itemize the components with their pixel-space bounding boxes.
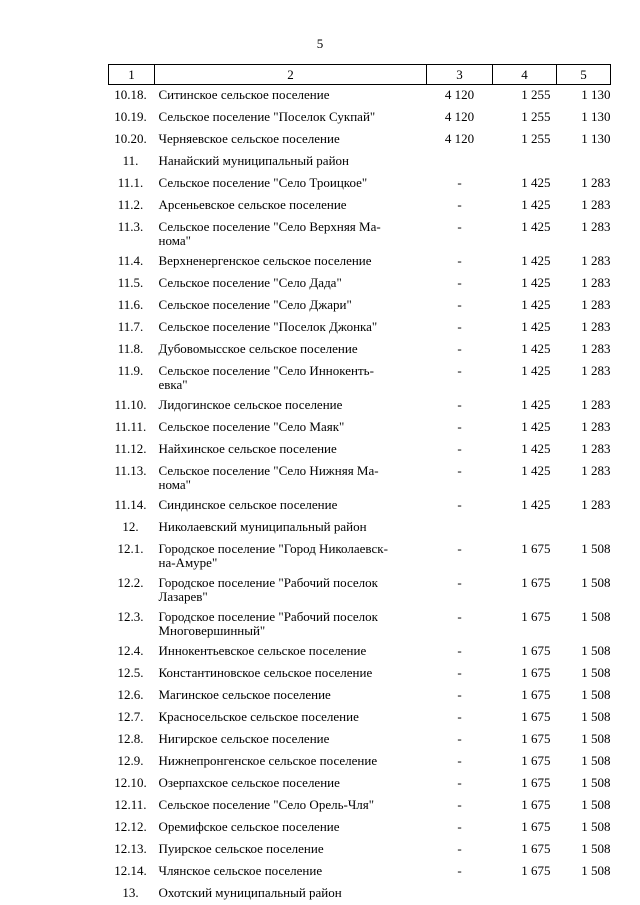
table-row <box>109 663 611 685</box>
column-header-2: 2 <box>155 65 427 85</box>
table-row <box>109 273 611 295</box>
table-row <box>109 129 611 151</box>
column-3-value: - <box>457 175 462 190</box>
settlement-name-line: Арсеньевское сельское поселение <box>158 197 347 212</box>
settlement-name <box>155 317 427 339</box>
settlement-name-line: Верхненергенское сельское поселение <box>158 253 372 268</box>
row-number: 11.6. <box>117 297 144 312</box>
settlement-name-line: Ситинское сельское поселение <box>158 87 330 102</box>
column-4-value: 1 425 <box>521 219 551 234</box>
table-row <box>109 195 611 217</box>
column-3-value: - <box>457 419 462 434</box>
table-row <box>109 573 611 607</box>
settlement-name <box>155 773 427 795</box>
settlement-name-line: Иннокентьевское сельское поселение <box>158 643 367 658</box>
settlement-name-line: Сельское поселение "Село Нижняя Ма- <box>158 463 379 478</box>
column-3-value: - <box>457 319 462 334</box>
row-number: 11.14. <box>114 497 147 512</box>
column-3-value: - <box>457 463 462 478</box>
column-3-value: - <box>457 797 462 812</box>
row-number: 11.12. <box>114 441 147 456</box>
settlement-name-line: Члянское сельское поселение <box>158 863 323 878</box>
column-4-value: 1 675 <box>521 541 551 556</box>
settlement-name-line: Нигирское сельское поселение <box>158 731 330 746</box>
column-4-value: 1 425 <box>521 341 551 356</box>
column-5-value: 1 508 <box>581 709 611 724</box>
settlement-name <box>155 439 427 461</box>
column-4-value: 1 675 <box>521 819 551 834</box>
column-5-value: 1 508 <box>581 643 611 658</box>
header-row <box>109 65 611 85</box>
settlement-name <box>155 417 427 439</box>
row-number: 12.12. <box>114 819 147 834</box>
settlement-name <box>155 861 427 883</box>
settlement-name-line: Охотский муниципальный район <box>158 885 342 900</box>
column-4-value: 1 675 <box>521 775 551 790</box>
column-5-value: 1 283 <box>581 319 611 334</box>
table-row <box>109 361 611 395</box>
column-3-value: - <box>457 753 462 768</box>
settlement-name-line: Дубовомысское сельское поселение <box>158 341 358 356</box>
column-5-value: 1 508 <box>581 863 611 878</box>
column-5-value: 1 283 <box>581 219 611 234</box>
column-4-value: 1 425 <box>521 319 551 334</box>
column-3-value: 4 120 <box>444 131 475 146</box>
settlement-name <box>155 663 427 685</box>
column-4-value: 1 675 <box>521 797 551 812</box>
column-5-value: 1 283 <box>581 419 611 434</box>
table-row <box>109 85 611 108</box>
table-row <box>109 439 611 461</box>
column-3-value: - <box>457 709 462 724</box>
column-3-value: - <box>457 275 462 290</box>
settlement-name-line: Нанайский муниципальный район <box>158 153 349 168</box>
settlement-name-line: Найхинское сельское поселение <box>158 441 337 456</box>
settlement-name-line: Многовершинный" <box>158 623 266 638</box>
settlement-name-line: Сельское поселение "Село Джари" <box>158 297 352 312</box>
column-4-value <box>493 517 557 539</box>
table-row <box>109 151 611 173</box>
row-number: 11.11. <box>114 419 147 434</box>
row-number: 11.4. <box>117 253 144 268</box>
column-3-value: - <box>457 665 462 680</box>
settlement-name-line: Николаевский муниципальный район <box>158 519 367 534</box>
column-5-value: 1 508 <box>581 753 611 768</box>
table-row <box>109 317 611 339</box>
settlement-name <box>155 85 427 108</box>
column-3-value: - <box>457 253 462 268</box>
settlement-name-line: Лидогинское сельское поселение <box>158 397 343 412</box>
row-number: 12.9. <box>117 753 144 768</box>
column-4-value: 1 425 <box>521 441 551 456</box>
column-4-value: 1 425 <box>521 397 551 412</box>
column-header-5: 5 <box>557 65 611 85</box>
settlement-name <box>155 685 427 707</box>
table-header <box>109 65 611 85</box>
column-3-value: - <box>457 687 462 702</box>
column-5-value: 1 508 <box>581 775 611 790</box>
settlement-name <box>155 395 427 417</box>
column-4-value: 1 425 <box>521 363 551 378</box>
row-number: 11.1. <box>117 175 144 190</box>
column-4-value: 1 675 <box>521 753 551 768</box>
settlement-name <box>155 707 427 729</box>
table-row <box>109 607 611 641</box>
column-4-value: 1 425 <box>521 297 551 312</box>
table-row <box>109 395 611 417</box>
row-number: 12.5. <box>117 665 144 680</box>
column-4-value: 1 675 <box>521 709 551 724</box>
settlements-table <box>108 64 611 905</box>
column-5-value <box>557 883 611 905</box>
column-3-value <box>427 151 493 173</box>
table-row <box>109 339 611 361</box>
column-5-value: 1 508 <box>581 609 611 624</box>
column-3-value: 4 120 <box>444 109 475 124</box>
settlement-name-line: Озерпахское сельское поселение <box>158 775 340 790</box>
column-3-value <box>427 883 493 905</box>
column-4-value: 1 675 <box>521 841 551 856</box>
settlement-name <box>155 173 427 195</box>
table-row <box>109 751 611 773</box>
column-4-value: 1 255 <box>521 109 551 124</box>
row-number: 12.6. <box>117 687 144 702</box>
column-5-value: 1 130 <box>581 109 611 124</box>
page-number: 5 <box>316 36 324 51</box>
row-number: 11.9. <box>117 363 144 378</box>
settlement-name-line: Сельское поселение "Поселок Джонка" <box>158 319 378 334</box>
column-5-value: 1 130 <box>581 87 611 102</box>
table-row <box>109 707 611 729</box>
row-number: 12.3. <box>117 609 144 624</box>
settlement-name <box>155 273 427 295</box>
settlement-name <box>155 751 427 773</box>
table-row <box>109 539 611 573</box>
column-5-value: 1 130 <box>581 131 611 146</box>
table-row <box>109 295 611 317</box>
column-4-value: 1 675 <box>521 643 551 658</box>
settlement-name-line: Сельское поселение "Село Маяк" <box>158 419 345 434</box>
column-4-value: 1 425 <box>521 419 551 434</box>
column-3-value: - <box>457 297 462 312</box>
row-number: 11. <box>122 153 139 168</box>
row-number: 10.18. <box>114 87 147 102</box>
column-4-value <box>493 883 557 905</box>
table-row <box>109 883 611 905</box>
table-row <box>109 417 611 439</box>
settlement-name-line: Сельское поселение "Село Дада" <box>158 275 342 290</box>
column-4-value: 1 675 <box>521 575 551 590</box>
row-number: 11.3. <box>117 219 144 234</box>
table-row <box>109 173 611 195</box>
settlement-name <box>155 795 427 817</box>
column-5-value: 1 508 <box>581 841 611 856</box>
table-row <box>109 251 611 273</box>
settlement-name-line: Сельское поселение "Село Троицкое" <box>158 175 368 190</box>
column-5-value: 1 508 <box>581 541 611 556</box>
column-5-value <box>557 151 611 173</box>
row-number: 12.4. <box>117 643 144 658</box>
settlement-name-line: Красносельское сельское поселение <box>158 709 359 724</box>
column-5-value: 1 283 <box>581 463 611 478</box>
column-4-value: 1 255 <box>521 87 551 102</box>
column-4-value: 1 675 <box>521 731 551 746</box>
row-number: 12.8. <box>117 731 144 746</box>
column-5-value: 1 508 <box>581 797 611 812</box>
settlement-name-line: Оремифское сельское поселение <box>158 819 340 834</box>
settlement-name <box>155 295 427 317</box>
settlement-name-line: Сельское поселение "Село Орель-Чля" <box>158 797 375 812</box>
row-number: 11.7. <box>117 319 144 334</box>
settlement-name <box>155 251 427 273</box>
row-number: 10.19. <box>114 109 147 124</box>
settlement-name <box>155 107 427 129</box>
settlement-name <box>155 817 427 839</box>
settlement-name-line: Пуирское сельское поселение <box>158 841 324 856</box>
column-4-value <box>493 151 557 173</box>
row-number: 12. <box>122 519 139 534</box>
settlement-name-line: нома" <box>158 477 191 492</box>
column-5-value: 1 508 <box>581 819 611 834</box>
row-number: 13. <box>122 885 139 900</box>
column-3-value: - <box>457 775 462 790</box>
column-5-value: 1 283 <box>581 275 611 290</box>
column-header-3: 3 <box>427 65 493 85</box>
column-4-value: 1 255 <box>521 131 551 146</box>
column-5-value: 1 508 <box>581 575 611 590</box>
settlement-name-line: Городское поселение "Город Николаевск- <box>158 541 388 556</box>
settlement-name-line: Константиновское сельское поселение <box>158 665 373 680</box>
settlement-name-line: Городское поселение "Рабочий поселок <box>158 609 378 624</box>
settlement-name-line: Магинское сельское поселение <box>158 687 331 702</box>
table-row <box>109 107 611 129</box>
column-4-value: 1 425 <box>521 463 551 478</box>
column-4-value: 1 425 <box>521 275 551 290</box>
table-row <box>109 461 611 495</box>
row-number: 11.13. <box>114 463 147 478</box>
settlement-name-line: на-Амуре" <box>158 555 218 570</box>
column-5-value: 1 508 <box>581 731 611 746</box>
settlement-name <box>155 573 427 607</box>
column-3-value: - <box>457 197 462 212</box>
column-3-value: - <box>457 841 462 856</box>
column-5-value: 1 283 <box>581 441 611 456</box>
settlement-name-line: Сельское поселение "Село Верхняя Ма- <box>158 219 381 234</box>
column-5-value: 1 283 <box>581 497 611 512</box>
settlement-name <box>155 495 427 517</box>
settlement-name-line: Лазарев" <box>158 589 208 604</box>
column-3-value <box>427 517 493 539</box>
table-row <box>109 217 611 251</box>
table-row <box>109 495 611 517</box>
settlement-name <box>155 641 427 663</box>
row-number: 12.10. <box>114 775 147 790</box>
column-header-4: 4 <box>493 65 557 85</box>
column-3-value: 4 120 <box>444 87 475 102</box>
column-3-value: - <box>457 497 462 512</box>
column-5-value: 1 508 <box>581 665 611 680</box>
settlement-name <box>155 361 427 395</box>
row-number: 12.13. <box>114 841 147 856</box>
row-number: 12.11. <box>114 797 147 812</box>
table-row <box>109 517 611 539</box>
column-5-value: 1 508 <box>581 687 611 702</box>
row-number: 11.8. <box>117 341 144 356</box>
row-number: 12.1. <box>117 541 144 556</box>
column-3-value: - <box>457 609 462 624</box>
table-body <box>109 85 611 905</box>
settlement-name-line: Нижнепронгенское сельское поселение <box>158 753 378 768</box>
table-row <box>109 729 611 751</box>
row-number: 12.2. <box>117 575 144 590</box>
settlement-name-line: евка" <box>158 377 188 392</box>
column-5-value: 1 283 <box>581 341 611 356</box>
settlement-name-line: Синдинское сельское поселение <box>158 497 338 512</box>
column-3-value: - <box>457 441 462 456</box>
row-number: 11.10. <box>114 397 147 412</box>
table-row <box>109 641 611 663</box>
table-row <box>109 795 611 817</box>
settlement-name-line: Черняевское сельское поселение <box>158 131 340 146</box>
settlement-name <box>155 539 427 573</box>
column-4-value: 1 425 <box>521 175 551 190</box>
column-4-value: 1 675 <box>521 609 551 624</box>
settlement-name-line: Городское поселение "Рабочий поселок <box>158 575 378 590</box>
settlement-name <box>155 517 427 539</box>
row-number: 11.5. <box>117 275 144 290</box>
row-number: 11.2. <box>117 197 144 212</box>
column-3-value: - <box>457 341 462 356</box>
column-header-1: 1 <box>109 65 155 85</box>
column-3-value: - <box>457 819 462 834</box>
settlement-name <box>155 195 427 217</box>
column-5-value: 1 283 <box>581 197 611 212</box>
settlement-name <box>155 883 427 905</box>
settlement-name-line: Сельское поселение "Село Иннокенть- <box>158 363 374 378</box>
column-5-value: 1 283 <box>581 297 611 312</box>
column-5-value <box>557 517 611 539</box>
row-number: 12.7. <box>117 709 144 724</box>
settlement-name <box>155 607 427 641</box>
settlement-name <box>155 839 427 861</box>
row-number: 10.20. <box>114 131 147 146</box>
column-5-value: 1 283 <box>581 175 611 190</box>
column-5-value: 1 283 <box>581 397 611 412</box>
settlement-name <box>155 461 427 495</box>
column-3-value: - <box>457 541 462 556</box>
column-3-value: - <box>457 363 462 378</box>
column-5-value: 1 283 <box>581 363 611 378</box>
column-3-value: - <box>457 731 462 746</box>
table-row <box>109 773 611 795</box>
row-number: 12.14. <box>114 863 147 878</box>
settlement-name <box>155 339 427 361</box>
column-3-value: - <box>457 643 462 658</box>
settlement-name <box>155 217 427 251</box>
table-row <box>109 685 611 707</box>
column-4-value: 1 675 <box>521 687 551 702</box>
table-row <box>109 861 611 883</box>
column-3-value: - <box>457 863 462 878</box>
column-4-value: 1 425 <box>521 253 551 268</box>
table-row <box>109 817 611 839</box>
settlement-name <box>155 729 427 751</box>
table-row <box>109 839 611 861</box>
settlement-name <box>155 129 427 151</box>
column-4-value: 1 425 <box>521 497 551 512</box>
column-3-value: - <box>457 397 462 412</box>
settlement-name <box>155 151 427 173</box>
column-3-value: - <box>457 575 462 590</box>
column-4-value: 1 675 <box>521 665 551 680</box>
column-4-value: 1 425 <box>521 197 551 212</box>
column-4-value: 1 675 <box>521 863 551 878</box>
column-3-value: - <box>457 219 462 234</box>
column-5-value: 1 283 <box>581 253 611 268</box>
settlement-name-line: нома" <box>158 233 191 248</box>
settlement-name-line: Сельское поселение "Поселок Сукпай" <box>158 109 376 124</box>
